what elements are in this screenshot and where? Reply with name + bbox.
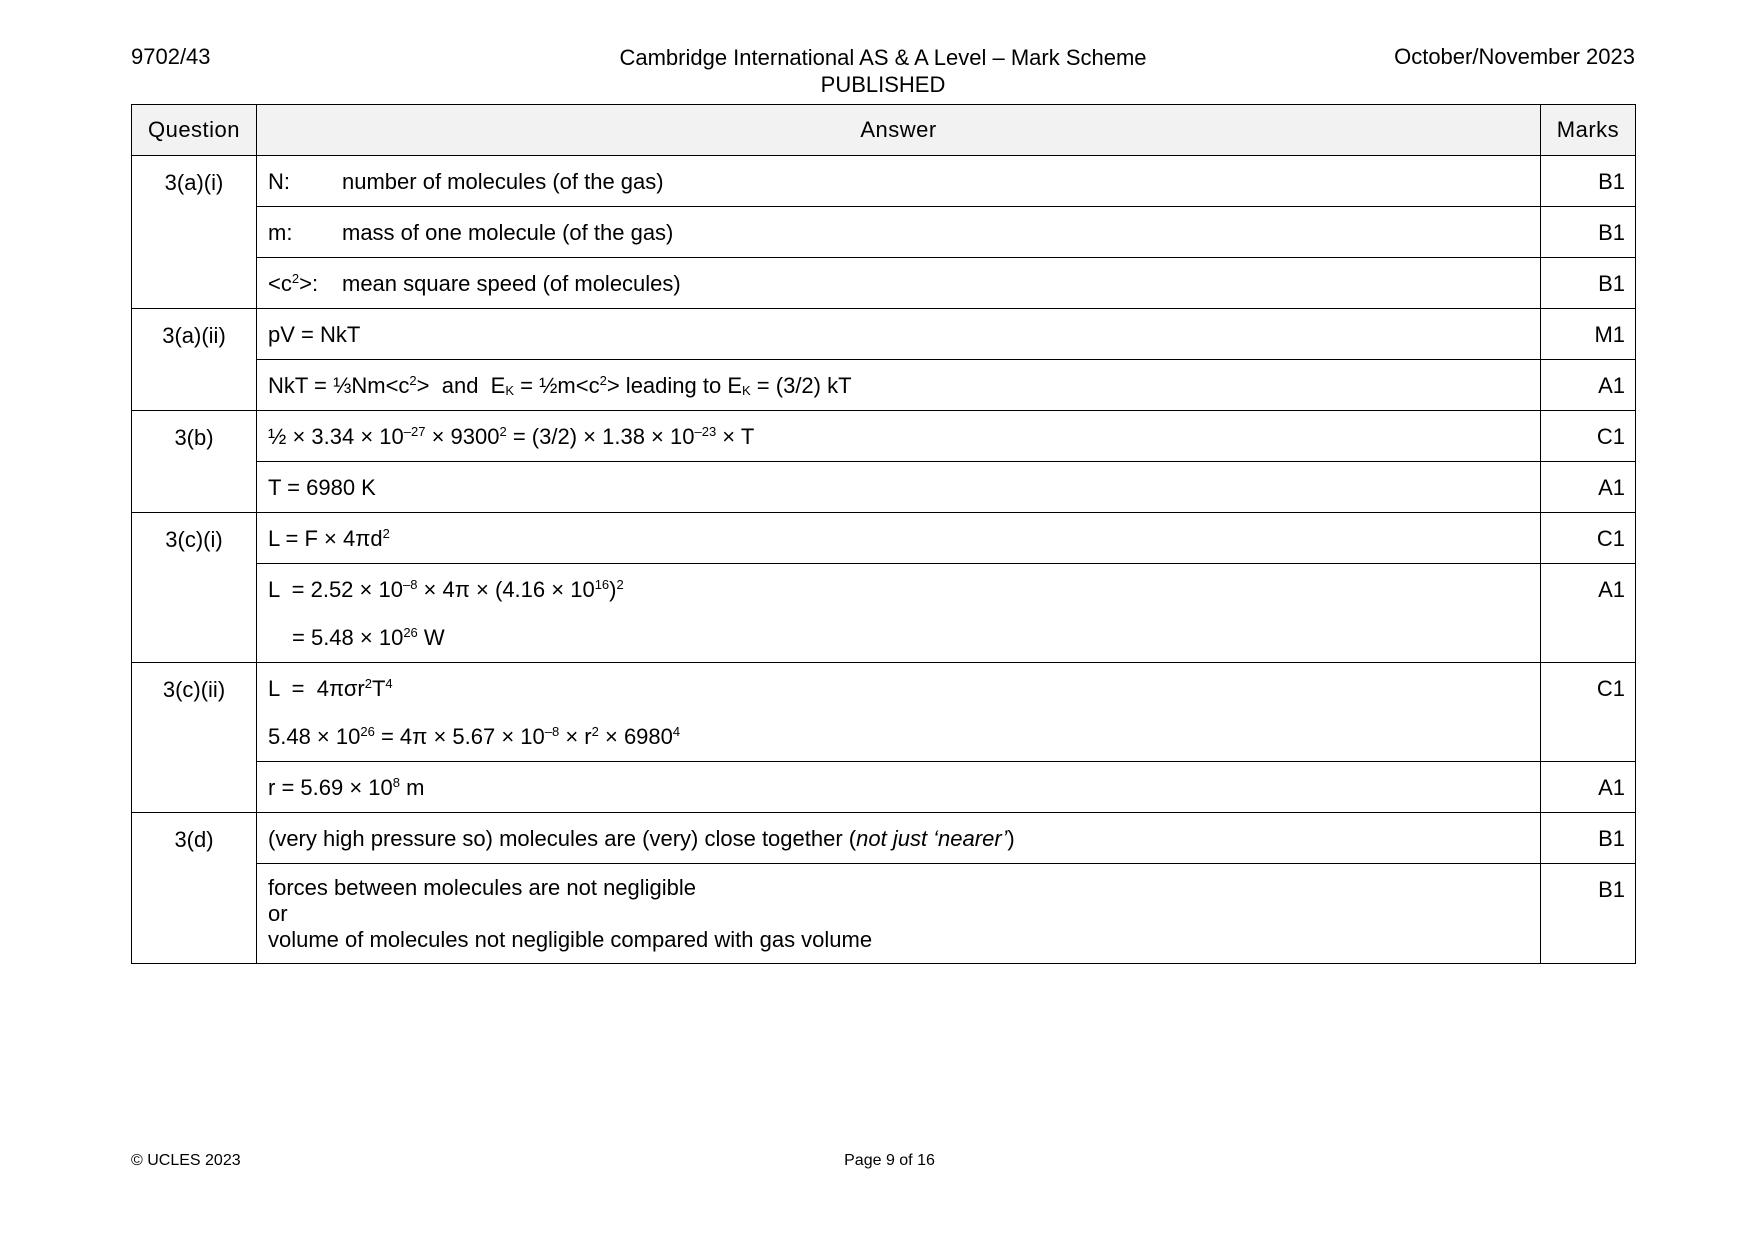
question-number: 3(c)(i) bbox=[132, 513, 257, 663]
column-header-marks: Marks bbox=[1541, 105, 1636, 156]
answer-line: volume of molecules not negligible compared with gas volume bbox=[268, 927, 873, 952]
answer-text: number of molecules (of the gas) bbox=[342, 169, 664, 194]
table-row bbox=[132, 411, 1636, 462]
table-row bbox=[132, 207, 1636, 258]
answer-cell bbox=[257, 156, 1541, 207]
examiner-note: not just ‘nearer’ bbox=[856, 826, 1008, 851]
mark-scheme-table bbox=[131, 104, 1636, 964]
answer-text: mean square speed (of molecules) bbox=[342, 271, 681, 296]
mark-cell: A1 bbox=[1541, 360, 1636, 411]
table-row bbox=[132, 564, 1636, 663]
table-row bbox=[132, 762, 1636, 813]
page-header bbox=[131, 44, 1635, 100]
mark-cell: C1 bbox=[1541, 513, 1636, 564]
mark-cell: B1 bbox=[1541, 207, 1636, 258]
mark-cell: A1 bbox=[1541, 762, 1636, 813]
answer-cell bbox=[257, 207, 1541, 258]
table-row bbox=[132, 462, 1636, 513]
mark-cell: M1 bbox=[1541, 309, 1636, 360]
title-line-1: Cambridge International AS & A Level – Mark Scheme bbox=[619, 45, 1147, 70]
table-row bbox=[132, 258, 1636, 309]
copyright-notice: © UCLES 2023 bbox=[131, 1152, 241, 1169]
title-line-2: PUBLISHED bbox=[820, 72, 946, 97]
answer-cell: $r = 5.69 \times 10^8$ m bbox=[257, 762, 1541, 813]
page-number: Page 9 of 16 bbox=[844, 1152, 935, 1169]
question-number: 3(b) bbox=[132, 411, 257, 513]
answer-cell bbox=[257, 864, 1541, 964]
mark-cell: B1 bbox=[1541, 258, 1636, 309]
symbol-label: $<c^2>$: bbox=[268, 271, 319, 296]
answer-line: or bbox=[268, 901, 288, 926]
table-row bbox=[132, 309, 1636, 360]
result-line: = $5.48 \times 10^{26}$ W bbox=[292, 625, 445, 650]
table-row bbox=[132, 156, 1636, 207]
mark-cell: B1 bbox=[1541, 156, 1636, 207]
mark-cell: B1 bbox=[1541, 813, 1636, 864]
answer-cell: pV = NkT bbox=[257, 309, 1541, 360]
working-line: $L = 2.52 \times 10^{-8} \times 4\pi \times (4.16 \times 10^{16})^2$ bbox=[268, 577, 624, 602]
table-row bbox=[132, 663, 1636, 762]
question-number: 3(c)(ii) bbox=[132, 663, 257, 813]
column-header-answer: Answer bbox=[257, 105, 1541, 156]
answer-text: mass of one molecule (of the gas) bbox=[342, 220, 674, 245]
table-header-row bbox=[132, 105, 1636, 156]
answer-cell: ½ × $3.34 \times 10^{-27} \times 9300^2 = (3/2) \times 1.38 \times 10^{-23} \times T$ bbox=[257, 411, 1541, 462]
question-number: 3(d) bbox=[132, 813, 257, 964]
exam-session: October/November 2023 bbox=[1394, 44, 1635, 69]
table-row bbox=[132, 513, 1636, 564]
mark-cell: A1 bbox=[1541, 564, 1636, 663]
answer-cell bbox=[257, 564, 1541, 663]
working-line: $5.48 \times 10^{26} = 4\pi \times 5.67 \times 10^{-8} \times r^2 \times 6980^4$ bbox=[268, 724, 681, 749]
question-number: 3(a)(i) bbox=[132, 156, 257, 309]
answer-cell: (very high pressure so) molecules are (very) close together (not just ‘nearer’) bbox=[257, 813, 1541, 864]
answer-cell bbox=[257, 663, 1541, 762]
mark-cell: A1 bbox=[1541, 462, 1636, 513]
mark-cell: B1 bbox=[1541, 864, 1636, 964]
mark-cell: C1 bbox=[1541, 663, 1636, 762]
symbol-label: m: bbox=[268, 220, 293, 245]
symbol-label: N: bbox=[268, 169, 290, 194]
table-row bbox=[132, 360, 1636, 411]
answer-cell bbox=[257, 258, 1541, 309]
working-line: $L = 4\pi\sigma r^2T^4$ bbox=[268, 676, 393, 701]
answer-cell: $L = F \times 4\pi d^2$ bbox=[257, 513, 1541, 564]
column-header-question: Question bbox=[132, 105, 257, 156]
answer-cell: NkT = $\frac{1}{3}Nm<c^2>$ and $E_K$ = $\frac{1}{2}m<c^2>$ leading to $E_K = (3/2)$ kT bbox=[257, 360, 1541, 411]
table-row bbox=[132, 864, 1636, 964]
answer-cell: T = 6980 K bbox=[257, 462, 1541, 513]
mark-cell: C1 bbox=[1541, 411, 1636, 462]
paper-code: 9702/43 bbox=[131, 44, 211, 69]
table-row bbox=[132, 813, 1636, 864]
question-number: 3(a)(ii) bbox=[132, 309, 257, 411]
answer-line: forces between molecules are not negligible bbox=[268, 875, 697, 900]
